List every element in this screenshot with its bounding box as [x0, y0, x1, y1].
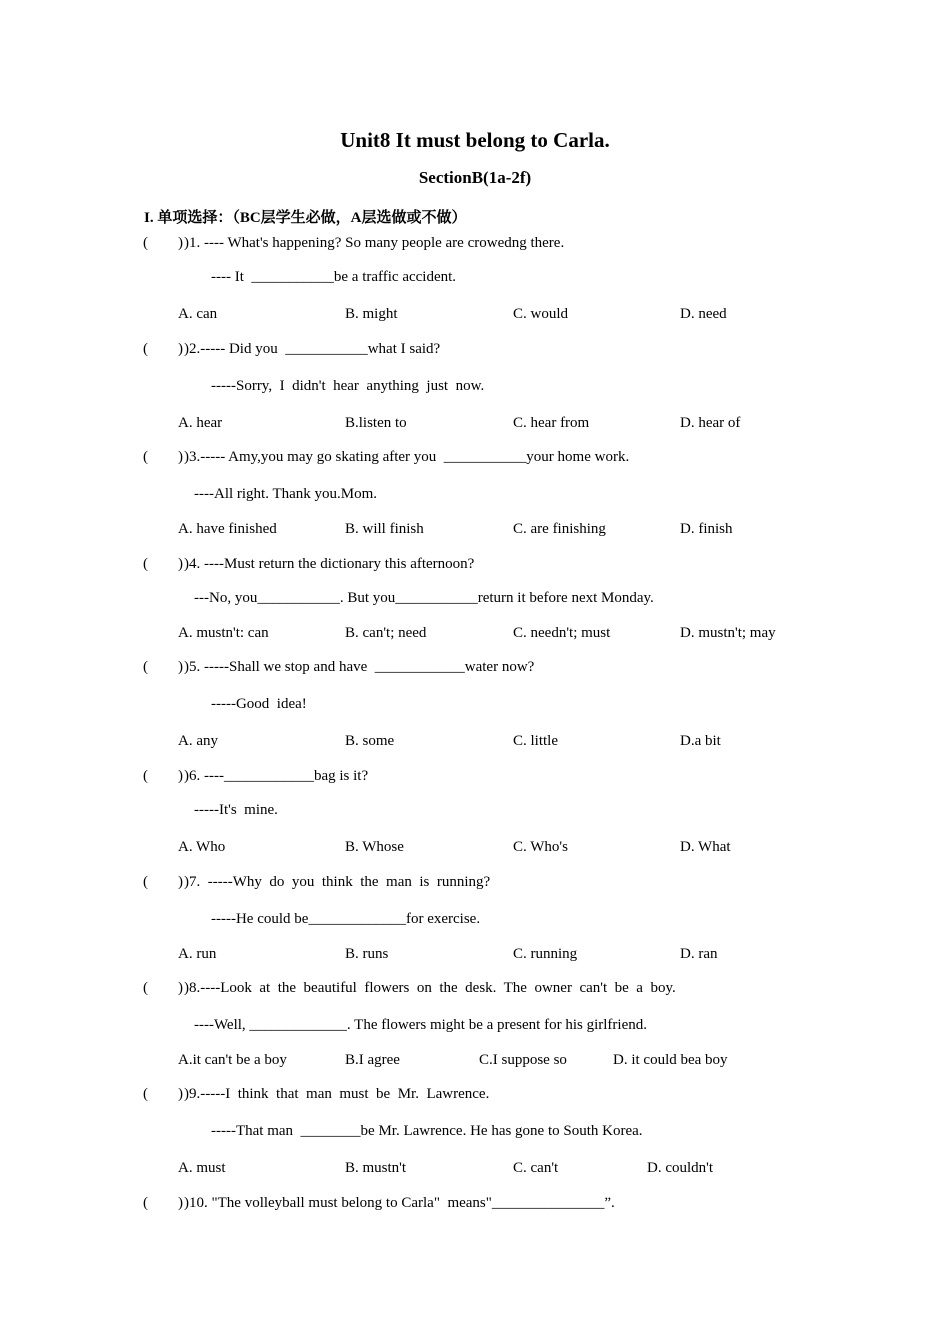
question-stem: )9.-----I think that man must be Mr. Lawrence.	[184, 1086, 490, 1102]
question-stem: )8.----Look at the beautiful flowers on the desk. The owner can't be a boy.	[184, 980, 676, 996]
question-reply: ----All right. Thank you.Mom.	[194, 486, 378, 502]
option-c: C.I suppose so	[479, 1052, 567, 1068]
option-d: D. What	[680, 839, 731, 855]
page-subtitle: SectionB(1a-2f)	[418, 168, 532, 187]
option-c: C. are finishing	[513, 521, 606, 537]
option-c: C. would	[513, 306, 569, 322]
option-a: A.it can't be a boy	[178, 1052, 287, 1068]
question-reply: -----Sorry, I didn't hear anything just now.	[211, 378, 485, 394]
question-stem: )10. "The volleyball must belong to Carla" means"_______________”.	[184, 1195, 615, 1211]
option-b: B. can't; need	[345, 625, 427, 641]
option-a: A. hear	[178, 415, 223, 431]
option-a: A. Who	[178, 839, 226, 855]
option-a: A. mustn't: can	[178, 625, 269, 641]
option-d: D. finish	[680, 521, 733, 537]
option-c: C. needn't; must	[513, 625, 611, 641]
question-stem: )7. -----Why do you think the man is running?	[184, 874, 491, 890]
option-d: D. need	[680, 306, 727, 322]
question-reply: -----He could be_____________for exercise.	[211, 911, 481, 927]
answer-bracket[interactable]: ( )	[143, 1195, 183, 1211]
option-d: D.a bit	[680, 733, 721, 749]
option-b: B. runs	[345, 946, 389, 962]
question-stem: )5. -----Shall we stop and have ____________water now?	[184, 659, 535, 675]
question-reply: -----Good idea!	[211, 696, 307, 712]
option-b: B. some	[345, 733, 395, 749]
option-c: C. hear from	[513, 415, 590, 431]
answer-bracket[interactable]: ( )	[143, 449, 183, 465]
option-b: B. might	[345, 306, 398, 322]
answer-bracket[interactable]: ( )	[143, 659, 183, 675]
question-stem: )3.----- Amy,you may go skating after you ___________your home work.	[184, 449, 630, 465]
option-b: B. mustn't	[345, 1160, 407, 1176]
question-stem: )2.----- Did you ___________what I said?	[184, 341, 441, 357]
question-reply: -----That man ________be Mr. Lawrence. He has gone to South Korea.	[211, 1123, 643, 1139]
question-stem: )4. ----Must return the dictionary this afternoon?	[184, 556, 475, 572]
answer-bracket[interactable]: ( )	[143, 556, 183, 572]
section-heading: I. 单项选择：（BC层学生必做，A层选做或不做）	[144, 210, 467, 226]
answer-bracket[interactable]: ( )	[143, 235, 183, 251]
option-a: A. can	[178, 306, 218, 322]
question-stem: )6. ----____________bag is it?	[184, 768, 369, 784]
question-reply: ----Well, _____________. The flowers might be a present for his girlfriend.	[194, 1017, 647, 1033]
page-title: Unit8 It must belong to Carla.	[340, 128, 610, 152]
option-d: D. it could bea boy	[613, 1052, 728, 1068]
option-d: D. ran	[680, 946, 718, 962]
question-reply: -----It's mine.	[194, 802, 278, 818]
option-b: B.listen to	[345, 415, 407, 431]
question-reply: ---No, you___________. But you___________return it before next Monday.	[194, 590, 654, 606]
answer-bracket[interactable]: ( )	[143, 874, 183, 890]
option-a: A. must	[178, 1160, 226, 1176]
option-d: D. couldn't	[647, 1160, 714, 1176]
question-reply: ---- It ___________be a traffic accident.	[211, 269, 457, 285]
answer-bracket[interactable]: ( )	[143, 768, 183, 784]
option-c: C. Who's	[513, 839, 568, 855]
answer-bracket[interactable]: ( )	[143, 341, 183, 357]
question-stem: )1. ---- What's happening? So many people are crowedng there.	[184, 235, 565, 251]
option-c: C. running	[513, 946, 578, 962]
answer-bracket[interactable]: ( )	[143, 1086, 183, 1102]
option-a: A. have finished	[178, 521, 277, 537]
option-d: D. hear of	[680, 415, 741, 431]
option-c: C. can't	[513, 1160, 559, 1176]
option-b: B.I agree	[345, 1052, 400, 1068]
option-b: B. Whose	[345, 839, 404, 855]
option-c: C. little	[513, 733, 558, 749]
option-a: A. run	[178, 946, 217, 962]
answer-bracket[interactable]: ( )	[143, 980, 183, 996]
option-b: B. will finish	[345, 521, 424, 537]
option-a: A. any	[178, 733, 218, 749]
option-d: D. mustn't; may	[680, 625, 776, 641]
